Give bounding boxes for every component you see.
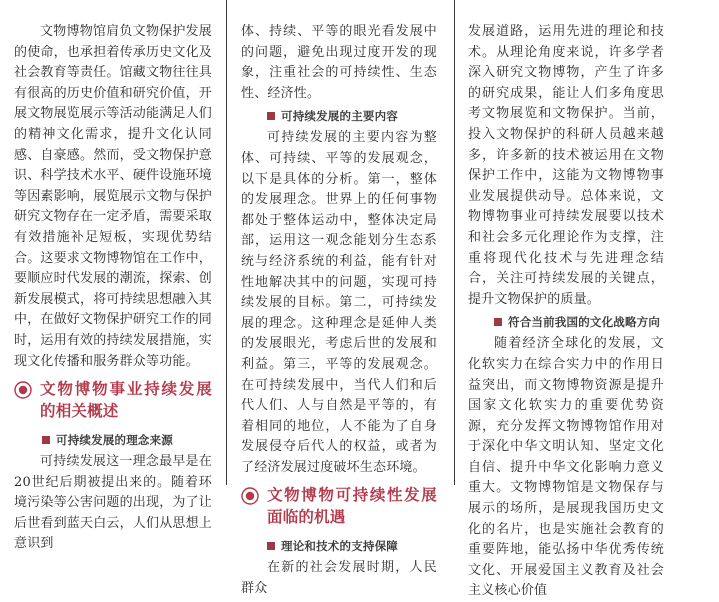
- text-column-1: [14, 22, 213, 552]
- red-square-icon: [267, 542, 275, 550]
- paragraph: 在新的社会发展时期，人民群众: [241, 560, 437, 597]
- paragraph: 随着经济全球化的发展，文化软实力在综合实力中的作用日益突出，而文物博物资源是提升国家文化软实力的重要优势资源，充分发挥文物博物馆作用对于深化中华文明认知、坚定文化自信、提升中华文化影响力意义重大。文物博物馆是文物保存与展示的场所，是展现我国历史文化的名片，也是实施社会教育的重要阵地，能弘扬中华优秀传统文化、开展爱国主义教育及社会主义核心价值: [468, 336, 664, 599]
- section-heading: [241, 484, 437, 528]
- paragraph: 文物博物馆肩负文物保护发展的使命，也承担着传承历史文化及社会教育等责任。馆藏文物往往具有很高的历史价值和研究价值，开展文物展览展示等活动能满足人们的精神文化需求，提升文化认同感、自豪感。然而，受文物保护意识、科学技术水平、硬件设施环境等因素影响，展览展示文物与保护研究文物存在一定矛盾，需要采取有效措施补足短板，实现优势结合。这要求文物博物馆在工作中，要顺应时代发展的潮流，探索、创新发展模式，将可持续思想融入其中，在做好文物保护研究工作的同时，运用有效的持续发展措施，实现文化传播和服务群众等功能。: [14, 24, 213, 369]
- paragraph: 体、持续、平等的眼光看发展中的问题，避免出现过度开发的现象，注重社会的可持续性、生态性、经济性。: [241, 24, 437, 101]
- paragraph: 发展道路，运用先进的理论和技术。从理论角度来说，许多学者深入研究文物博物，产生了许多的研究成果，能让人们多角度思考文物展览和文物保护。当前，投入文物保护的科研人员越来越多，许多新的技术被运用在文物保护工作中，这能为文物博物事业发展提供动导。总体来说，文物博物事业可持续发展要以技术和社会多元化理论作为支撑，注重将现代化技术与先进理念结合，关注可持续发展的关键点，提升文物保护的质量。: [468, 24, 664, 307]
- concentric-circle-bullet-icon: [14, 381, 32, 399]
- section-heading: [14, 378, 212, 422]
- subsection-heading: 理论和技术的支持保障: [241, 536, 437, 556]
- text-column-2: [241, 22, 437, 597]
- subsection-heading: 可持续发展的理念来源: [14, 430, 212, 450]
- section-title: 文物博物可持续性发展面临的机遇: [267, 486, 437, 527]
- column-divider: [226, 0, 227, 485]
- text-column-3: [468, 22, 664, 599]
- red-square-icon: [267, 112, 275, 120]
- column-divider: [454, 0, 455, 485]
- subsection-heading: 可持续发展的主要内容: [241, 106, 437, 126]
- red-square-icon: [494, 318, 502, 326]
- paragraph: 可持续发展的主要内容为整体、可持续、平等的发展观念，以下是具体的分析。第一，整体的发展理念。世界上的任何事物都处于整体运动中，整体决定局部，运用这一观念能划分生态系统与经济系统的利益，能有针对性地解决其中的问题，实现可持续发展的目标。第二，可持续发展的理念。这种理念是延伸人类的发展眼光，考虑后世的发展和利益。第三，平等的发展观念。在可持续发展中，当代人们和后代人们、人与自然是平等的，有着相同的地位，人不能为了自身发展侵夺后代人的权益，或者为了经济发展过度破坏生态环境。: [241, 130, 437, 475]
- red-square-icon: [42, 436, 50, 444]
- concentric-circle-bullet-icon: [241, 487, 259, 505]
- paragraph: 可持续发展这一理念最早是在20世纪后期被提出来的。随着环境污染等公害问题的出现，为了让后世看到蓝天白云，人们从思想上意识到: [14, 454, 213, 552]
- section-title: 文物博物事业持续发展的相关概述: [40, 380, 212, 421]
- subsection-heading: 符合当前我国的文化战略方向: [468, 312, 664, 332]
